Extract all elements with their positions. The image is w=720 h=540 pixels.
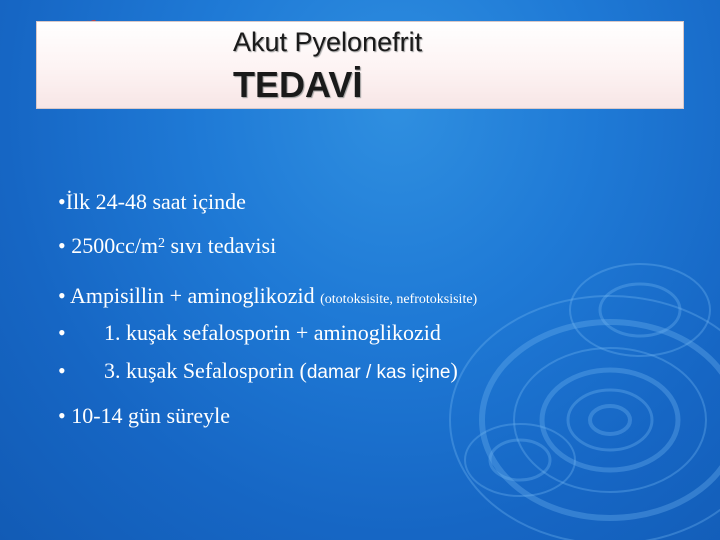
list-item-2	[58, 233, 276, 259]
bullet: •	[58, 403, 72, 428]
list-item-4	[58, 320, 441, 346]
bullet: •	[58, 320, 66, 345]
bullet: •	[58, 358, 66, 383]
list-item-text: Ampisillin + aminoglikozid	[70, 283, 315, 308]
list-item-1	[58, 189, 246, 215]
slide-subtitle: Akut Pyelonefrit	[233, 27, 423, 57]
list-item-text: 1. kuşak sefalosporin + aminoglikozid	[104, 320, 441, 345]
list-item-text: )	[450, 358, 458, 383]
bullet: •	[58, 189, 66, 214]
bullet: •	[58, 233, 72, 258]
list-item-5	[58, 358, 458, 386]
list-item-3	[58, 283, 477, 313]
superscript: 2	[157, 236, 165, 251]
list-item-note: damar / kas içine	[306, 362, 451, 383]
list-item-text: 3. kuşak Sefalosporin (	[104, 358, 307, 383]
slide-title: TEDAVİ	[233, 64, 363, 105]
list-item-text: İlk 24-48 saat içinde	[65, 189, 246, 214]
list-item-note: (ototoksisite, nefrotoksisite)	[320, 292, 478, 307]
list-item-text: 10-14 gün süreyle	[71, 403, 231, 428]
list-item-6	[58, 403, 230, 429]
list-item-text: sıvı tedavisi	[164, 233, 277, 258]
list-item-text: 2500cc/m	[71, 233, 158, 258]
bullet: •	[58, 283, 70, 308]
